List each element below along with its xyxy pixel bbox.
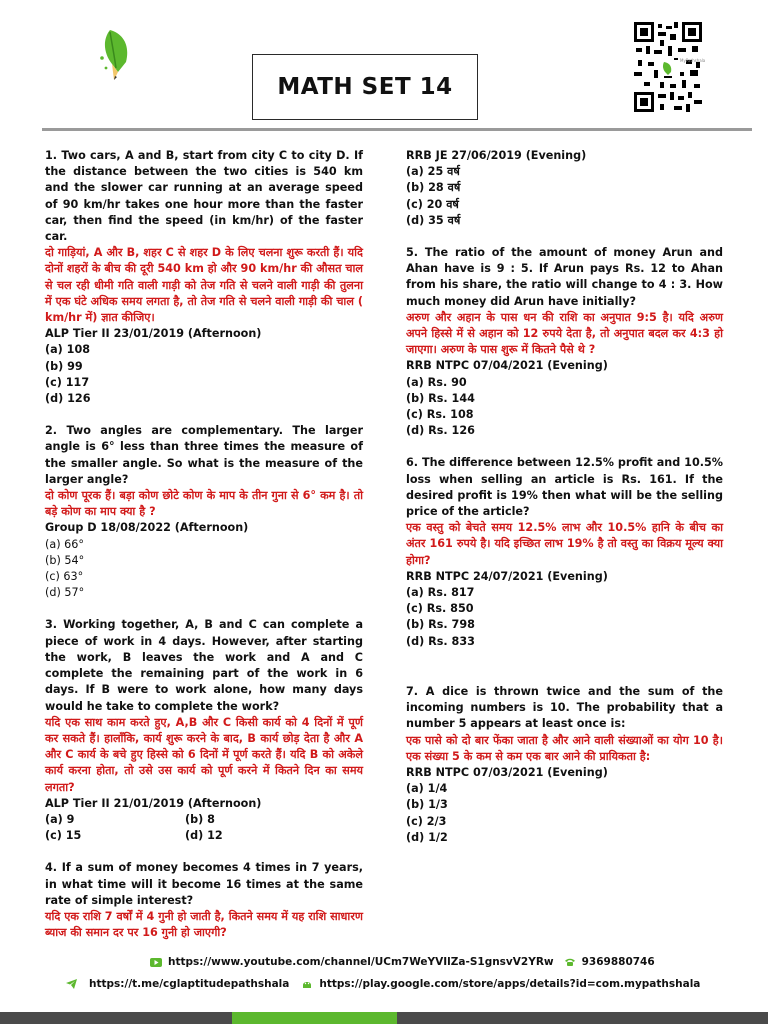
option: (b) 8 xyxy=(185,812,215,826)
option: (c) 20 वर्ष xyxy=(406,197,459,211)
question-source: RRB NTPC 07/03/2021 (Evening) xyxy=(406,765,608,779)
question-5 xyxy=(406,245,723,439)
option: (d) 12 xyxy=(185,829,223,843)
pencil-leaf-logo-icon xyxy=(96,28,136,84)
option: (a) 108 xyxy=(45,343,91,357)
option: (c) Rs. 850 xyxy=(406,602,474,616)
youtube-icon xyxy=(150,958,162,967)
title-box xyxy=(252,54,478,120)
question-text-hi: दो कोण पूरक हैं। बड़ा कोण छोटे कोण के माप के तीन गुना से 6° कम है। तो बड़े कोण का माप क्या है ? xyxy=(45,489,363,519)
playstore-link[interactable]: https://play.google.com/store/apps/details?id=com.mypathshala xyxy=(319,978,701,990)
option: (d) Rs. 126 xyxy=(406,424,475,438)
question-text-en: 1. Two cars, A and B, start from city C to city D. If the distance between the two cities is 540 km and the slower car running at an average speed of 90 km/hr takes one hour more than the faster car, then find the speed (in km/hr) of the faster car. xyxy=(45,149,363,244)
question-text-en: 4. If a sum of money becomes 4 times in 7 years, in what time will it become 16 times at the same rate of simple interest? xyxy=(45,861,363,907)
qr-code-icon[interactable] xyxy=(634,22,702,112)
option: (b) Rs. 144 xyxy=(406,391,475,405)
option: (c) 15 xyxy=(45,829,82,843)
question-source: RRB NTPC 07/04/2021 (Evening) xyxy=(406,359,608,373)
youtube-link[interactable]: https://www.youtube.com/channel/UCm7WeYVIlZa-S1gnsvV2YRw xyxy=(168,956,554,968)
qr-caption: MyPathshala xyxy=(680,58,706,63)
footer-youtube-row xyxy=(150,956,655,968)
question-text-hi: यदि एक राशि 7 वर्षों में 4 गुनी हो जाती है, कितने समय में यह राशि साधारण ब्याज की समान दर पर 16 गुनी हो जाएगी? xyxy=(45,909,363,940)
option: (b) 1/3 xyxy=(406,798,448,812)
question-text-hi: दो गाड़ियां, A और B, शहर C से शहर D के लिए चलना शुरू करती हैं। यदि दोनों शहरों के बीच की दूरी 540 km हो और 90 km/hr की औसत चाल से चल रही धीमी गति वाली गाड़ी को तेज गति से चलने वाली गाड़ी की तुलना में एक घंटे अधिक समय लगता है, तो तेज गति से चलने वाली गाड़ी की चाल ( km/hr में) ज्ञात कीजिए। xyxy=(45,246,363,325)
option: (d) 1/2 xyxy=(406,830,448,844)
option: (a) 9 xyxy=(45,812,75,826)
question-text-en: 2. Two angles are complementary. The larger angle is 6° less than three times the measure of the smaller angle. So what is the measure of the larger angle? xyxy=(45,424,363,486)
question-text-en: 3. Working together, A, B and C can complete a piece of work in 4 days. However, after starting the work, B leaves the work and A and C complete the remaining part of the work in 6 days. If B were to work alone, how many days would he take to complete the work? xyxy=(45,618,363,713)
left-column xyxy=(45,148,363,941)
question-1 xyxy=(45,148,363,407)
option: (d) Rs. 833 xyxy=(406,634,475,648)
option: (a) 1/4 xyxy=(406,782,448,796)
question-text-hi: एक वस्तु को बेचते समय 12.5% लाभ और 10.5% हानि के बीच का अंतर 161 रुपये है। यदि इच्छित लाभ 19% है तो वस्तु का विक्रय मूल्य क्या होगा? xyxy=(406,521,723,567)
question-text-en: 7. A dice is thrown twice and the sum of the incoming numbers is 10. The probability that a number 5 appears at least once is: xyxy=(406,684,723,731)
option-row xyxy=(45,812,363,828)
option: (b) 28 वर्ष xyxy=(406,181,461,195)
question-text-hi: यदि एक साथ काम करते हुए, A,B और C किसी कार्य को 4 दिनों में पूर्ण कर सकते हैं। हालाँकि, कार्य शुरू करने के बाद, B कार्य छोड़ देता है और A और C कार्य के बचे हुए हिस्से को 6 दिनों में पूर्ण करते हैं। यदि B को अकेले कार्य करना होता, तो उसे उस कार्य को पूर्ण करने में कितने दिन का समय लगता? xyxy=(45,715,363,794)
option: (a) Rs. 90 xyxy=(406,375,467,389)
question-4-continued xyxy=(406,148,723,229)
question-source: Group D 18/08/2022 (Afternoon) xyxy=(45,521,249,535)
bottom-color-bar xyxy=(0,1012,768,1024)
phone-number[interactable]: 9369880746 xyxy=(581,956,655,968)
question-source: RRB NTPC 24/07/2021 (Evening) xyxy=(406,569,608,583)
telegram-link[interactable]: https://t.me/cglaptitudepathshala xyxy=(89,978,290,990)
question-3 xyxy=(45,617,363,844)
telegram-icon xyxy=(66,979,77,989)
option: (b) Rs. 798 xyxy=(406,618,475,632)
question-text-hi: एक पासे को दो बार फेंका जाता है और आने वाली संख्याओं का योग 10 है। एक संख्या 5 के कम से कम एक बार आने की प्रायिकता है: xyxy=(406,733,723,763)
option: (c) 117 xyxy=(45,375,90,389)
question-2 xyxy=(45,423,363,601)
right-column xyxy=(406,148,723,846)
question-text-en: 5. The ratio of the amount of money Arun and Ahan have is 9 : 5. If Arun pays Rs. 12 to Ahan from his share, the ratio will change to 4 : 3. How much money did Arun have initially? xyxy=(406,246,723,308)
question-source: ALP Tier II 21/01/2019 (Afternoon) xyxy=(45,796,262,810)
option: (c) 63° xyxy=(45,570,84,584)
option: (a) 66° xyxy=(45,537,84,551)
phone-icon xyxy=(564,957,576,967)
option: (d) 57° xyxy=(45,586,85,600)
header-divider xyxy=(42,128,752,131)
option: (b) 54° xyxy=(45,553,85,567)
question-6 xyxy=(406,455,723,649)
option: (d) 126 xyxy=(45,392,91,406)
android-icon xyxy=(301,979,313,989)
option-row xyxy=(45,828,363,844)
option: (a) Rs. 817 xyxy=(406,586,475,600)
question-source: ALP Tier II 23/01/2019 (Afternoon) xyxy=(45,327,262,341)
question-text-hi: अरुण और अहान के पास धन की राशि का अनुपात 9:5 है। यदि अरुण अपने हिस्से में से अहान को 12 रुपये देता है, तो अनुपात बदल कर 4:3 हो जाएगा। अरुण के पास शुरू में कितने पैसे थे ? xyxy=(406,310,723,357)
page-title: MATH SET 14 xyxy=(277,74,453,100)
option: (c) 2/3 xyxy=(406,814,447,828)
question-4 xyxy=(45,860,363,941)
question-text-en: 6. The difference between 12.5% profit and 10.5% loss when selling an article is Rs. 161. If the desired profit is 19% then what will be the selling price of the article? xyxy=(406,456,723,519)
option: (c) Rs. 108 xyxy=(406,408,474,422)
question-source: RRB JE 27/06/2019 (Evening) xyxy=(406,149,587,162)
option: (b) 99 xyxy=(45,359,83,373)
footer-links-row xyxy=(66,978,700,990)
option: (d) 35 वर्ष xyxy=(406,213,461,227)
option: (a) 25 वर्ष xyxy=(406,165,460,179)
question-7 xyxy=(406,684,723,846)
